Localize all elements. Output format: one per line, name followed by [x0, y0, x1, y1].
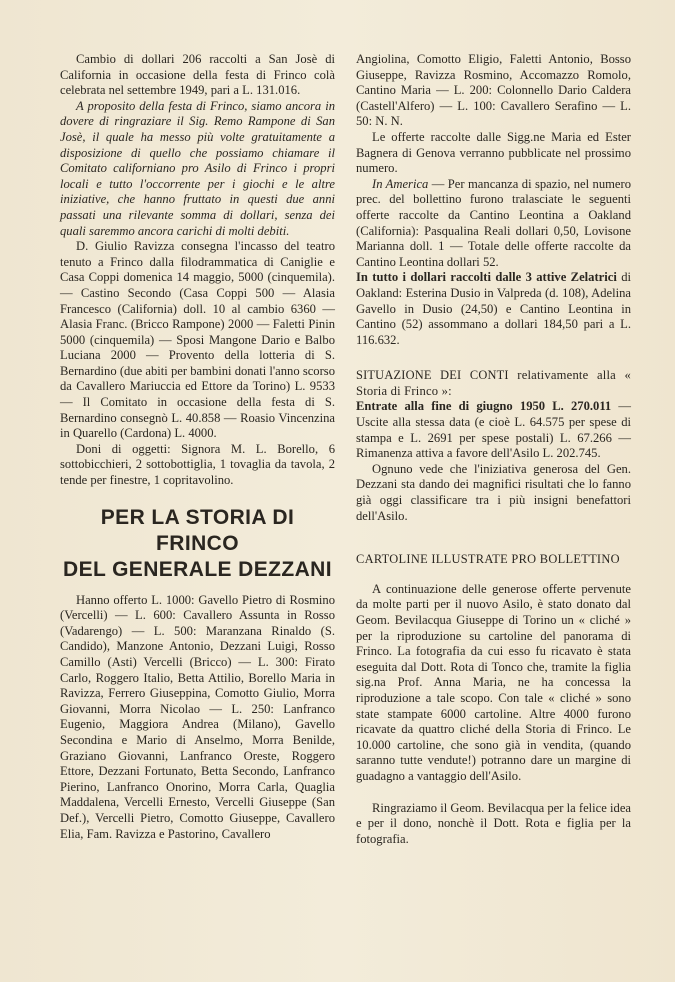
situazione-heading: [356, 368, 631, 399]
paragraph-doni: Doni di oggetti: Signora M. L. Borello, 6 sottobicchieri, 2 sottobottiglia, 1 tovaglia da tavola, 2 tende per finestre, 1 copritavolino.: [60, 441, 335, 488]
paragraph-continuazione: A continuazione delle generose offerte pervenute da molte parti per il nuovo Asilo, è stato donato dal Geom. Bevilacqua Giuseppe di Torino un « cliché » per la riproduzione su cartoline del panorama di Frinco. La fotografia da cui esso fu ricavato è stata eseguita dal Dott. Rota di Tonco che, tramite la figlia sig.na Prof. Anna Maria, ne ha concessa la riproduzione a tale scopo. Con tale « cliché » sono state stampate 6000 cartoline. Altre 4000 furono ricavate da quattro cliché della Storia di Frinco. Le 10.000 cartoline, che sono già in vendita, (quando saranno tutte vendute!) potranno dare un margine di guadagno a vantaggio dell'Asilo.: [356, 581, 631, 783]
paragraph-ravizza: D. Giulio Ravizza consegna l'incasso del teatro tenuto a Frinco dalla filodrammatica di Caniglie e Casa Coppi domenica 14 maggio, 5000 (cinquemila). — Castino Secondo (Casa Coppi 500 — Alasia Francesco (California) doll. 10 al cambio 6360 — Alasia Franc. (Bricco Rampone) 2000 — Faletti Pinin 5000 (cinquemila) — Sposi Mangone Dario e Balbo Luciana 2000 — Provento della lotteria di S. Bernardino (due abiti per bambini donati l'anno scorso da Cavallero Mariuccia ed Ettore da Torino) L. 9533 — Il Comitato in occasione della festa di S. Bernardino consegnò L. 40.858 — Roasio Vincenzina in Quarello (Cardona) L. 4000.: [60, 239, 335, 441]
paragraph-proposito: A proposito della festa di Frinco, siamo ancora in dovere di ringraziare il Sig. Remo Rampone di San Josè, il quale ha messo più volte gratuitamente a disposizione di quello che possiamo chiamare il Comitato californiano pro Asilo di Frinco i propri locali e tutto l'occorrente per i giochi e le altre iniziative, che hanno fruttato in questi due anni passati una rilevante somma di dollari, senza dei quali saremmo ancora carichi di molti debiti.: [60, 98, 335, 238]
paragraph-offerte-sigg: Le offerte raccolte dalle Sigg.ne Maria ed Ester Bagnera di Genova verranno pubblicate nel prossimo numero.: [356, 129, 631, 176]
tutto-lead: In tutto i dollari raccolti dalle 3 attive Zelatrici: [356, 270, 617, 285]
situazione-caps: SITUAZIONE DEI CONTI: [356, 368, 509, 383]
section-title-line2: DEL GENERALE DEZZANI: [63, 557, 332, 581]
tutto-rest: di Oakland: Esterina Dusio in Valpreda (d. 108), Adelina Gavello in Dusio (24,50) e Cantino Leontina in Cantino (52) assommano a dollari 184,50 pari a L. 116.632.: [356, 270, 632, 347]
paragraph-america: [356, 177, 631, 271]
section-title-line1: PER LA STORIA DI FRINCO: [100, 505, 295, 555]
section-title: [60, 505, 335, 583]
entrate-rest: — Uscite alla stessa data (e cioè L. 64.575 per spese di stampa e L. 2691 per spese postali) L. 67.266 — Rimanenza attiva a favore dell'Asilo L. 202.745.: [356, 399, 631, 461]
left-column: [60, 52, 335, 842]
paragraph-continuation: Angiolina, Comotto Eligio, Faletti Antonio, Bosso Giuseppe, Ravizza Rosmino, Accomazzo Romolo, Cantino Maria — L. 200: Colonnello Dario Caldera (Castell'Alfero) — L. 100: Cavallero Serafino — L. 50: N. N.: [356, 52, 631, 129]
right-column: [356, 52, 631, 847]
america-text: — Per mancanza di spazio, nel numero prec. del bollettino furono tralasciate le seguenti offerte raccolte da Cantino Leontina a Oakland (California): Pasqualina Reali dollari 0,50, Lovisone Marianna doll. 1 — Totale delle offerte raccolte da Cantino Leontina dollari 52.: [356, 176, 632, 269]
entrate-lead: Entrate alla fine di giugno 1950 L. 270.011: [356, 399, 612, 414]
cartoline-heading: CARTOLINE ILLUSTRATE PRO BOLLETTINO: [356, 552, 620, 567]
america-label: In America: [372, 176, 429, 191]
paragraph-cambio: Cambio di dollari 206 raccolti a San Josè di California in occasione della festa di Frinco colà celebrata nel settembre 1949, pari a L. 131.016.: [60, 52, 335, 98]
paragraph-offerto: Hanno offerto L. 1000: Gavello Pietro di Rosmino (Vercelli) — L. 600: Cavallero Assunta in Rosso (Vadarengo) — L. 500: Maranzana Rinaldo (S. Candido), Manzone Antonio, Dezzani Luigi, Rosso Camillo (Asti) Vercelli (Bricco) — L. 300: Firato Carlo, Roggero Italio, Betta Attilio, Borello Maria in Ravizza, Ferrero Giuseppina, Comotto Giulio, Morra Giovanni, Morra Nicolao — L. 250: Lanfranco Eugenio, Maggiora Andrea (Milano), Gavello Secondina e Mario di Anselmo, Morra Benilde, Graziano Giovanni, Lanfranco Oreste, Roggero Ettore, Dezzani Fortunato, Betta Secondo, Lanfranco Pierino, Lanfranco Onorino, Morra Carla, Quaglia Maddalena, Vercelli Ernesto, Vercelli Giuseppe (San Def.), Vercelli Pietro, Comotto Giuseppe, Cavallero Elia, Fam. Ravizza e Pastorino, Cavallero: [60, 592, 335, 841]
paragraph-ringraziamo: Ringraziamo il Geom. Bevilacqua per la felice idea e per il dono, nonchè il Dott. Rota e figlia per la fotografia.: [356, 800, 631, 846]
paragraph-tutto: [356, 270, 631, 348]
paragraph-ognuno: Ognuno vede che l'iniziativa generosa del Gen. Dezzani sta dando dei magnifici risultati che lo fanno già oggi classificare tra i più insigni benefattori dell'Asilo.: [356, 461, 631, 523]
situazione-rest: relativamente alla « Storia di Frinco »:: [356, 368, 631, 398]
paragraph-entrate: [356, 399, 631, 461]
